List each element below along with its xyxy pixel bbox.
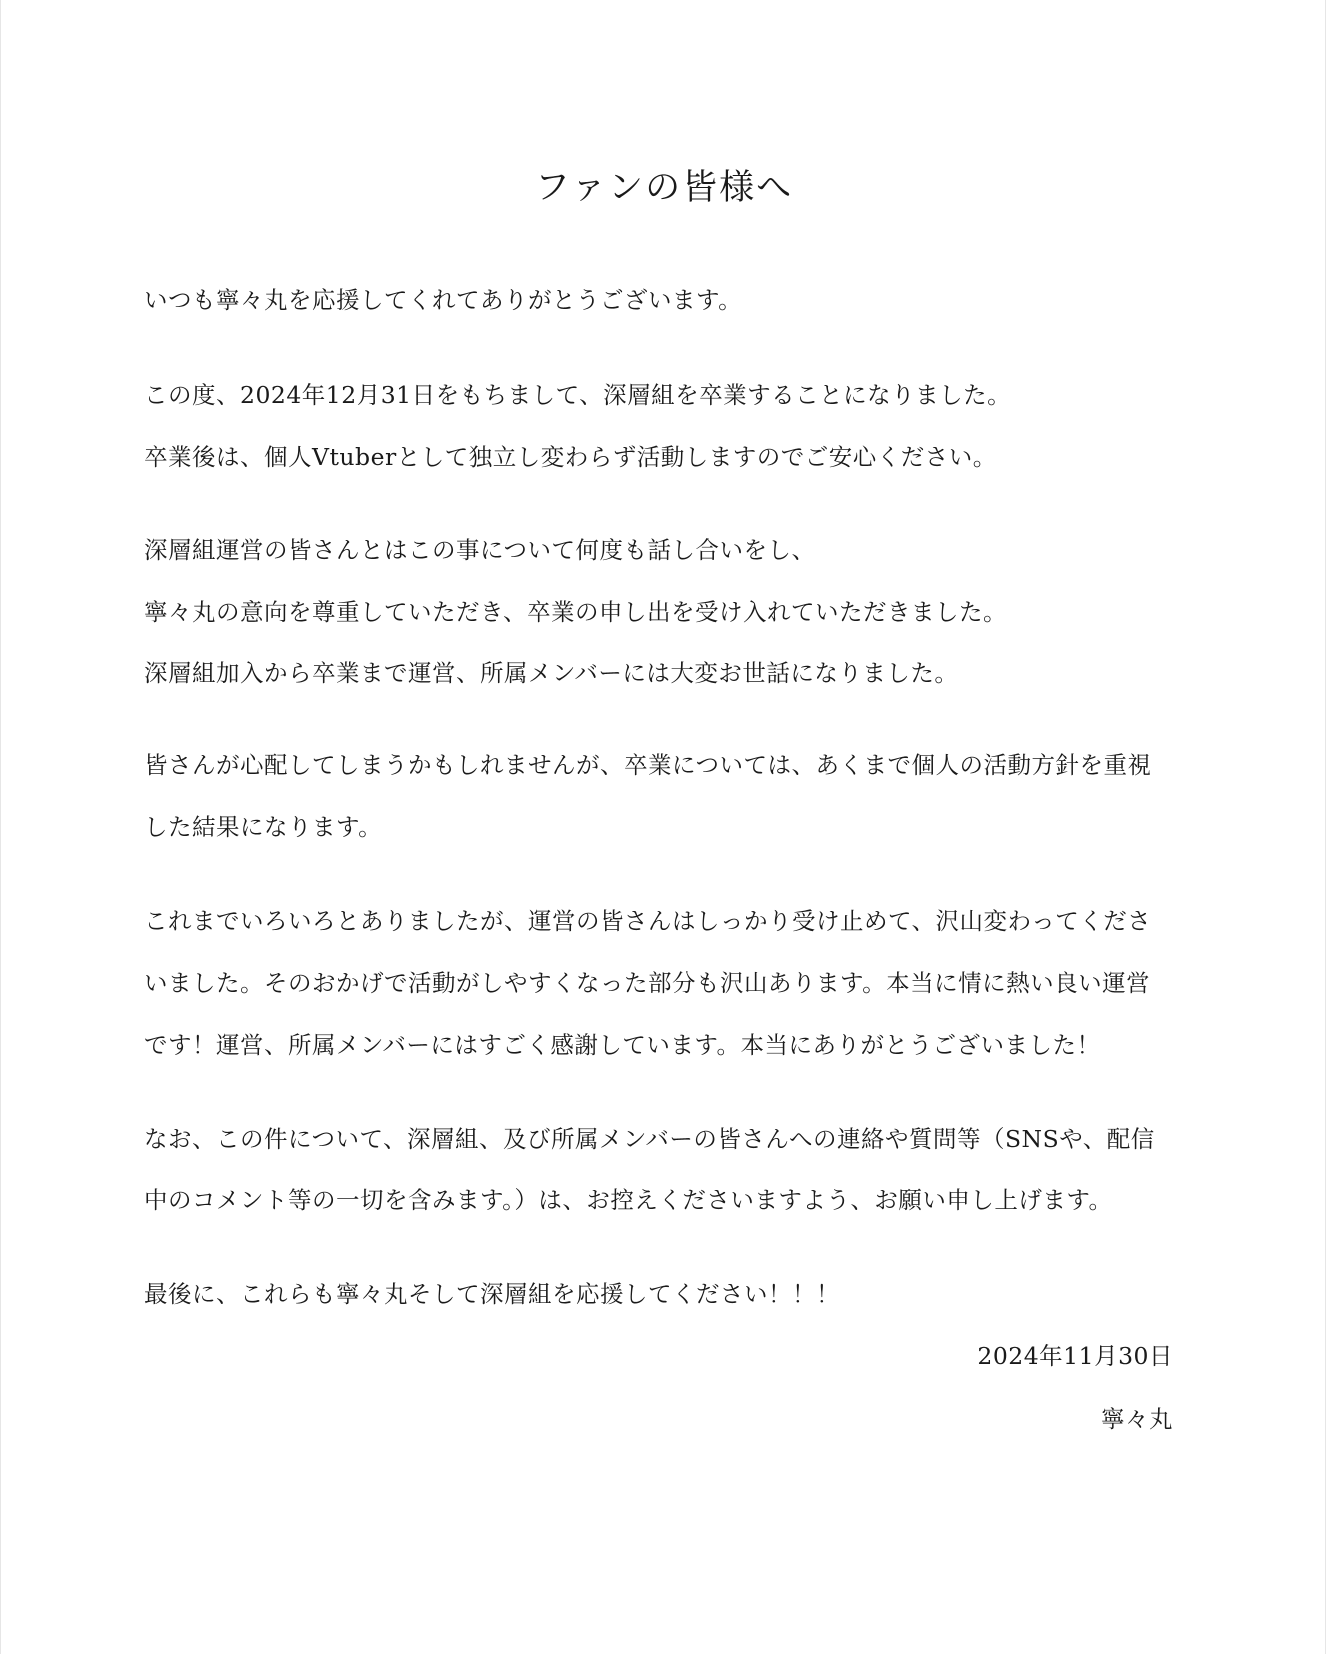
letter-line: 最後に、これらも寧々丸そして深層組を応援してください！！！: [144, 1280, 840, 1308]
letter-line: 深層組運営の皆さんとはこの事について何度も話し合いをし、: [144, 536, 816, 564]
letter-line: 中のコメント等の一切を含みます。）は、お控えくださいますよう、お願い申し上げます。: [144, 1186, 1113, 1214]
letter-signature: 寧々丸: [1101, 1405, 1173, 1433]
letter-line: 皆さんが心配してしまうかもしれませんが、卒業については、あくまで個人の活動方針を重視: [144, 751, 1152, 779]
letter-line: 卒業後は、個人Vtuberとして独立し変わらず活動しますのでご安心ください。: [144, 443, 997, 471]
letter-line: 深層組加入から卒業まで運営、所属メンバーには大変お世話になりました。: [144, 659, 959, 687]
letter-line: いつも寧々丸を応援してくれてありがとうございます。: [144, 286, 743, 314]
letter-line: この度、2024年12月31日をもちまして、深層組を卒業することになりました。: [144, 381, 1012, 409]
letter-line: 寧々丸の意向を尊重していただき、卒業の申し出を受け入れていただきました。: [144, 598, 1008, 626]
letter-line: です！運営、所属メンバーにはすごく感謝しています。本当にありがとうございました！: [144, 1031, 1101, 1059]
letter-line: なお、この件について、深層組、及び所属メンバーの皆さんへの連絡や質問等（SNSや、配信: [144, 1125, 1155, 1153]
letter-line: した結果になります。: [144, 813, 383, 841]
letter-title: ファンの皆様へ: [534, 168, 794, 208]
letter-line: これまでいろいろとありましたが、運営の皆さんはしっかり受け止めて、沢山変わってくださ: [144, 907, 1152, 935]
letter-line: いました。そのおかげで活動がしやすくなった部分も沢山あります。本当に情に熱い良い運営: [144, 969, 1151, 997]
letter-date: 2024年11月30日: [977, 1342, 1173, 1370]
